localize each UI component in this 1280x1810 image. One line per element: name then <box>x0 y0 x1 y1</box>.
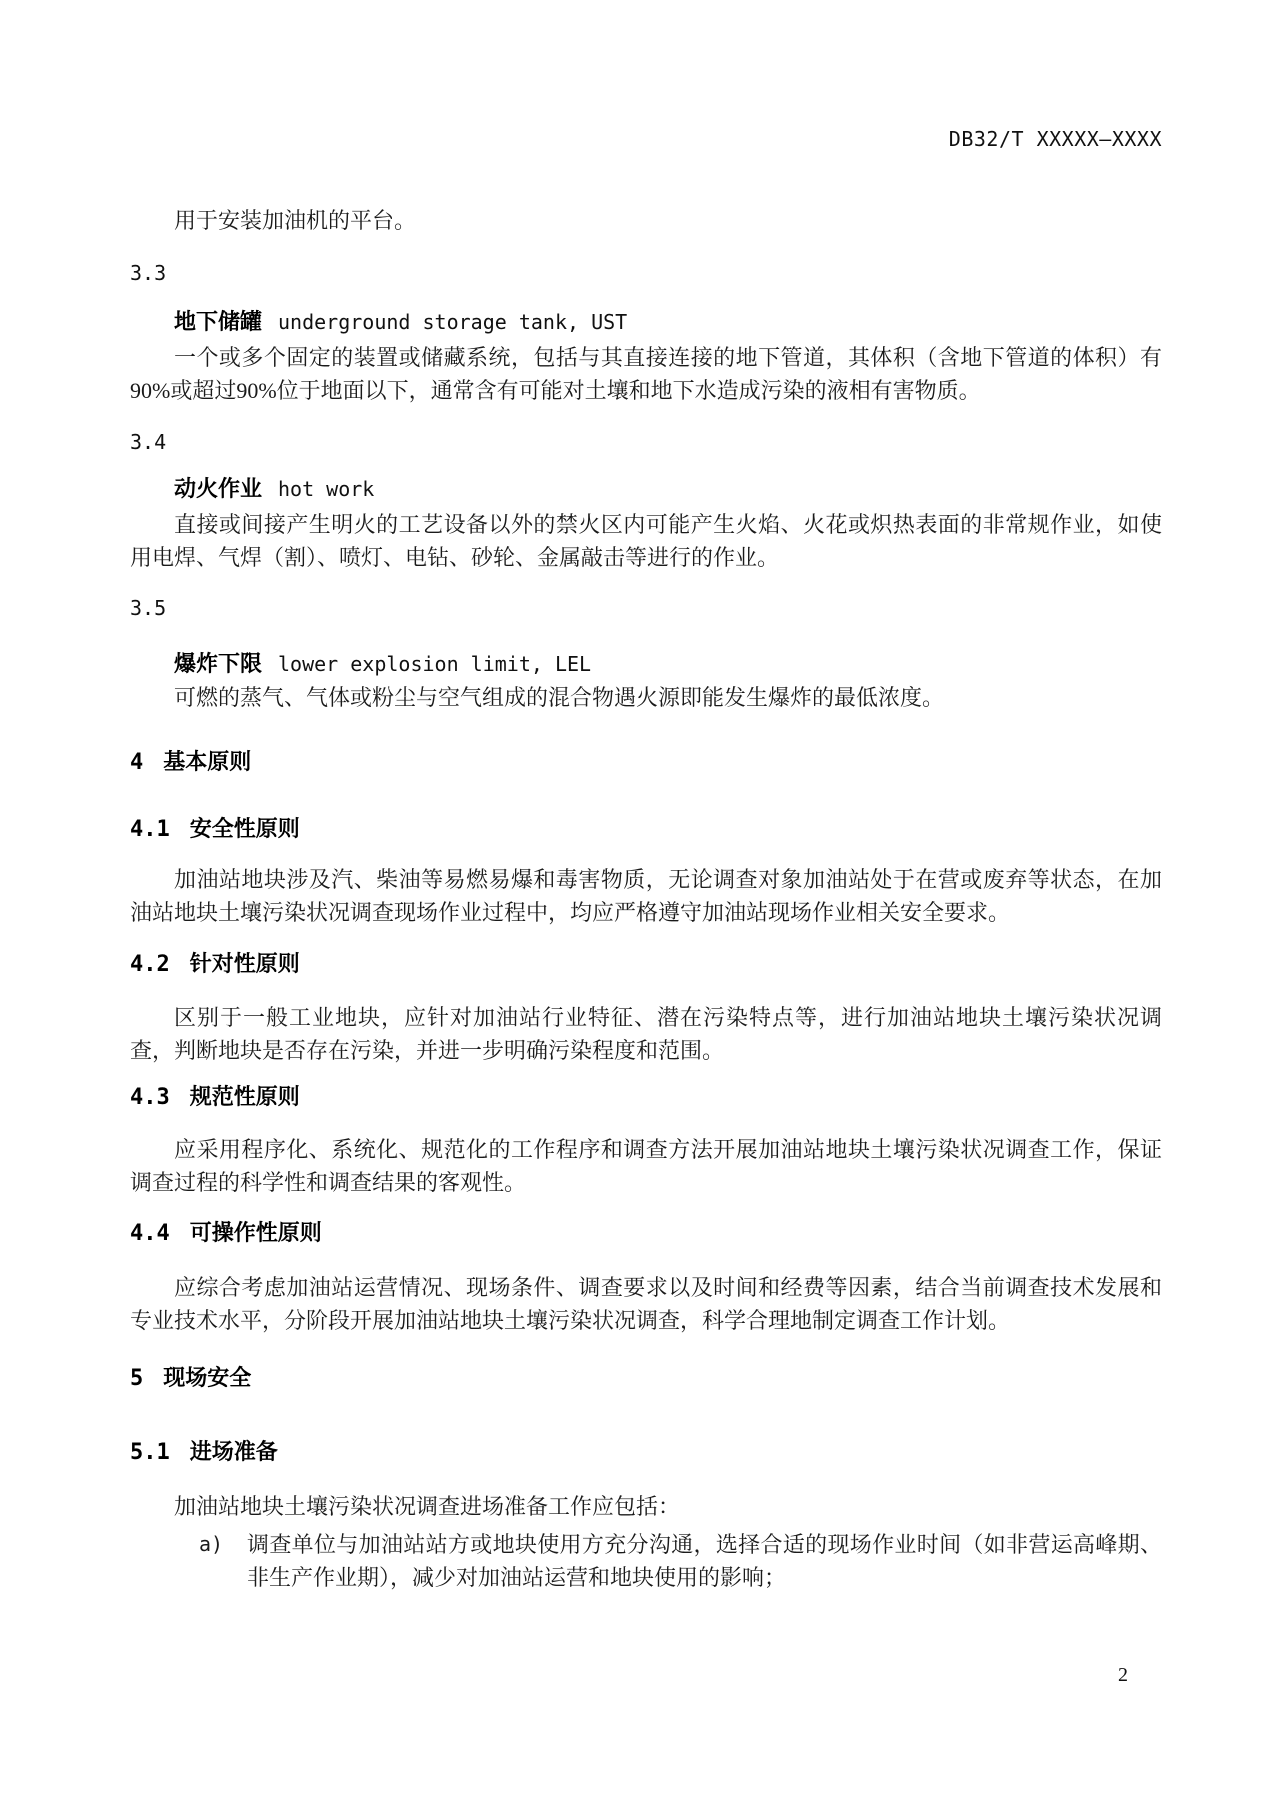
term-definition-3-5: 可燃的蒸气、气体或粉尘与空气组成的混合物遇火源即能发生爆炸的最低浓度。 <box>174 685 945 710</box>
term-english: lower explosion limit, LEL <box>278 652 592 676</box>
doc-code-header: DB32/T XXXXX—XXXX <box>948 127 1162 151</box>
clause-number-3-3: 3.3 <box>130 261 167 285</box>
list-item-marker: a) <box>199 1532 224 1556</box>
term-english: underground storage tank, UST <box>278 310 628 334</box>
list-item-a <box>130 1528 1162 1594</box>
page-number: 2 <box>1118 1664 1128 1686</box>
subsection-heading-5-1 <box>130 1435 1162 1469</box>
subsection-number: 4.2 <box>130 952 170 977</box>
subsection-title: 安全性原则 <box>189 816 300 841</box>
term-definition-3-3: 一个或多个固定的装置或储藏系统，包括与其直接连接的地下管道，其体积（含地下管道的体积）有90%或超过90%位于地面以下，通常含有可能对土壤和地下水造成污染的液相有害物质。 <box>130 345 1162 403</box>
intro-paragraph: 用于安装加油机的平台。 <box>174 208 417 233</box>
subsection-heading-4-4 <box>130 1216 1162 1250</box>
section-heading-4 <box>130 745 1162 779</box>
subsection-body-4-2: 区别于一般工业地块，应针对加油站行业特征、潜在污染特点等，进行加油站地块土壤污染状况调查，判断地块是否存在污染，并进一步明确污染程度和范围。 <box>130 1005 1162 1063</box>
subsection-body-4-3: 应采用程序化、系统化、规范化的工作程序和调查方法开展加油站地块土壤污染状况调查工作，保证调查过程的科学性和调查结果的客观性。 <box>130 1137 1162 1195</box>
section-title: 现场安全 <box>163 1365 252 1390</box>
section5-lead-paragraph: 加油站地块土壤污染状况调查进场准备工作应包括： <box>174 1494 681 1519</box>
term-line-3-4 <box>174 472 1162 506</box>
section-number: 5 <box>130 1366 144 1391</box>
section-title: 基本原则 <box>163 749 252 774</box>
subsection-body-4-4: 应综合考虑加油站运营情况、现场条件、调查要求以及时间和经费等因素，结合当前调查技术发展和专业技术水平，分阶段开展加油站地块土壤污染状况调查，科学合理地制定调查工作计划。 <box>130 1275 1162 1333</box>
clause-number-3-4: 3.4 <box>130 430 167 454</box>
term-line-3-3 <box>174 305 1162 339</box>
term-definition-3-4: 直接或间接产生明火的工艺设备以外的禁火区内可能产生火焰、火花或炽热表面的非常规作业，如使用电焊、气焊（割）、喷灯、电钻、砂轮、金属敲击等进行的作业。 <box>130 512 1162 570</box>
term-chinese: 爆炸下限 <box>174 651 263 676</box>
term-line-3-5 <box>174 647 1162 681</box>
section-heading-5 <box>130 1361 1162 1395</box>
clause-number-3-5: 3.5 <box>130 596 167 620</box>
term-english: hot work <box>278 477 375 501</box>
section-number: 4 <box>130 750 144 775</box>
list-item-text: 调查单位与加油站站方或地块使用方充分沟通，选择合适的现场作业时间（如非营运高峰期、非生产作业期），减少对加油站运营和地块使用的影响； <box>247 1532 1162 1590</box>
subsection-title: 可操作性原则 <box>189 1220 322 1245</box>
subsection-number: 4.3 <box>130 1085 170 1110</box>
term-chinese: 地下储罐 <box>174 309 263 334</box>
subsection-heading-4-1 <box>130 812 1162 846</box>
subsection-number: 4.1 <box>130 817 170 842</box>
subsection-title: 规范性原则 <box>189 1084 300 1109</box>
subsection-title: 针对性原则 <box>189 951 300 976</box>
subsection-heading-4-2 <box>130 947 1162 981</box>
subsection-heading-4-3 <box>130 1080 1162 1114</box>
subsection-body-4-1: 加油站地块涉及汽、柴油等易燃易爆和毒害物质，无论调查对象加油站处于在营或废弃等状态，在加油站地块土壤污染状况调查现场作业过程中，均应严格遵守加油站现场作业相关安全要求。 <box>130 867 1162 925</box>
subsection-title: 进场准备 <box>189 1439 278 1464</box>
subsection-number: 5.1 <box>130 1440 170 1465</box>
term-chinese: 动火作业 <box>174 476 263 501</box>
subsection-number: 4.4 <box>130 1221 170 1246</box>
